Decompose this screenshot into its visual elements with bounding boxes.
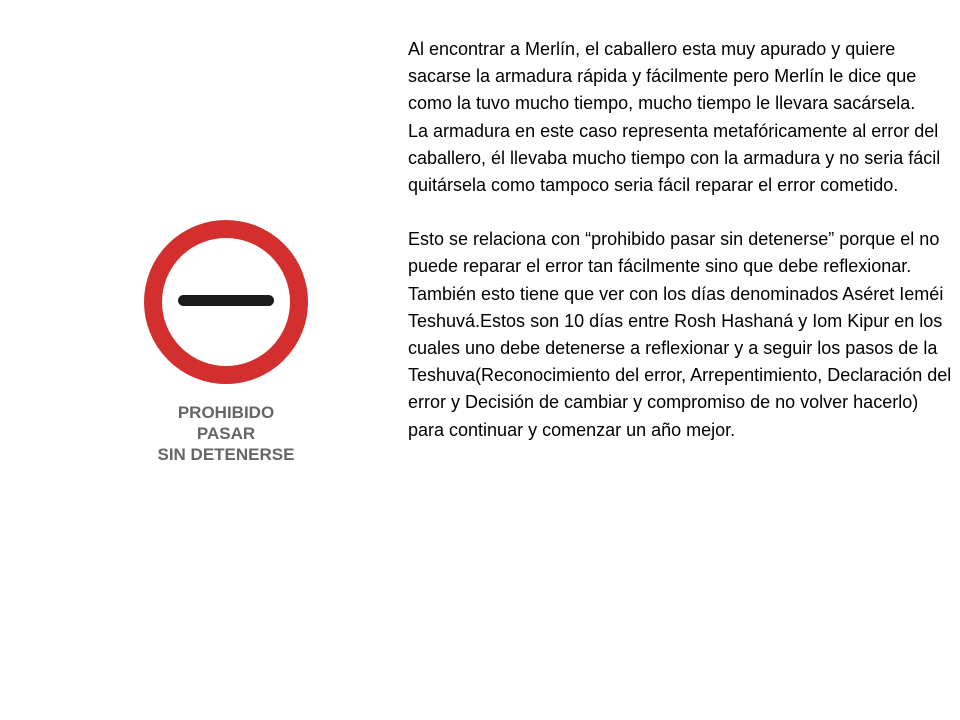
no-passing-without-stopping-sign-icon xyxy=(140,216,312,388)
paragraph-1: Al encontrar a Merlín, el caballero esta muy apurado y quiere sacarse la armadura rápida y fácilmente pero Merlín le dice que como la tuvo mucho tiempo, mucho tiempo le llevara sacársela. xyxy=(408,39,917,114)
sign-caption-line-3: SIN DETENERSE xyxy=(157,445,295,464)
paragraph-spacer xyxy=(408,199,953,226)
sign-caption-line-2: PASAR xyxy=(196,424,256,443)
sign-caption xyxy=(140,402,312,465)
paragraph-2: La armadura en este caso representa metafóricamente al error del caballero, él llevaba mucho tiempo con la armadura y no seria fácil quitársela como tampoco seria fácil reparar el error cometido. xyxy=(408,120,941,196)
body-text xyxy=(408,36,953,444)
paragraph-3: Esto se relaciona con “prohibido pasar sin detenerse” porque el no puede reparar el error tan fácilmente sino que debe reflexionar. xyxy=(408,229,940,277)
sign-black-bar xyxy=(178,295,274,306)
traffic-sign xyxy=(140,216,312,466)
sign-caption-line-1: PROHIBIDO xyxy=(177,403,275,422)
paragraph-4: También esto tiene que ver con los días denominados Aséret Ieméi Teshuvá.Estos son 10 días entre Rosh Hashaná y Iom Kipur en los cuales uno debe detenerse a reflexionar y a seguir los pasos de la Teshuva(Reconocimiento del error, Arrepentimiento, Declaración del error y Decisión de cambiar y compromiso de no volver hacerlo) para continuar y comenzar un año mejor. xyxy=(408,283,952,440)
